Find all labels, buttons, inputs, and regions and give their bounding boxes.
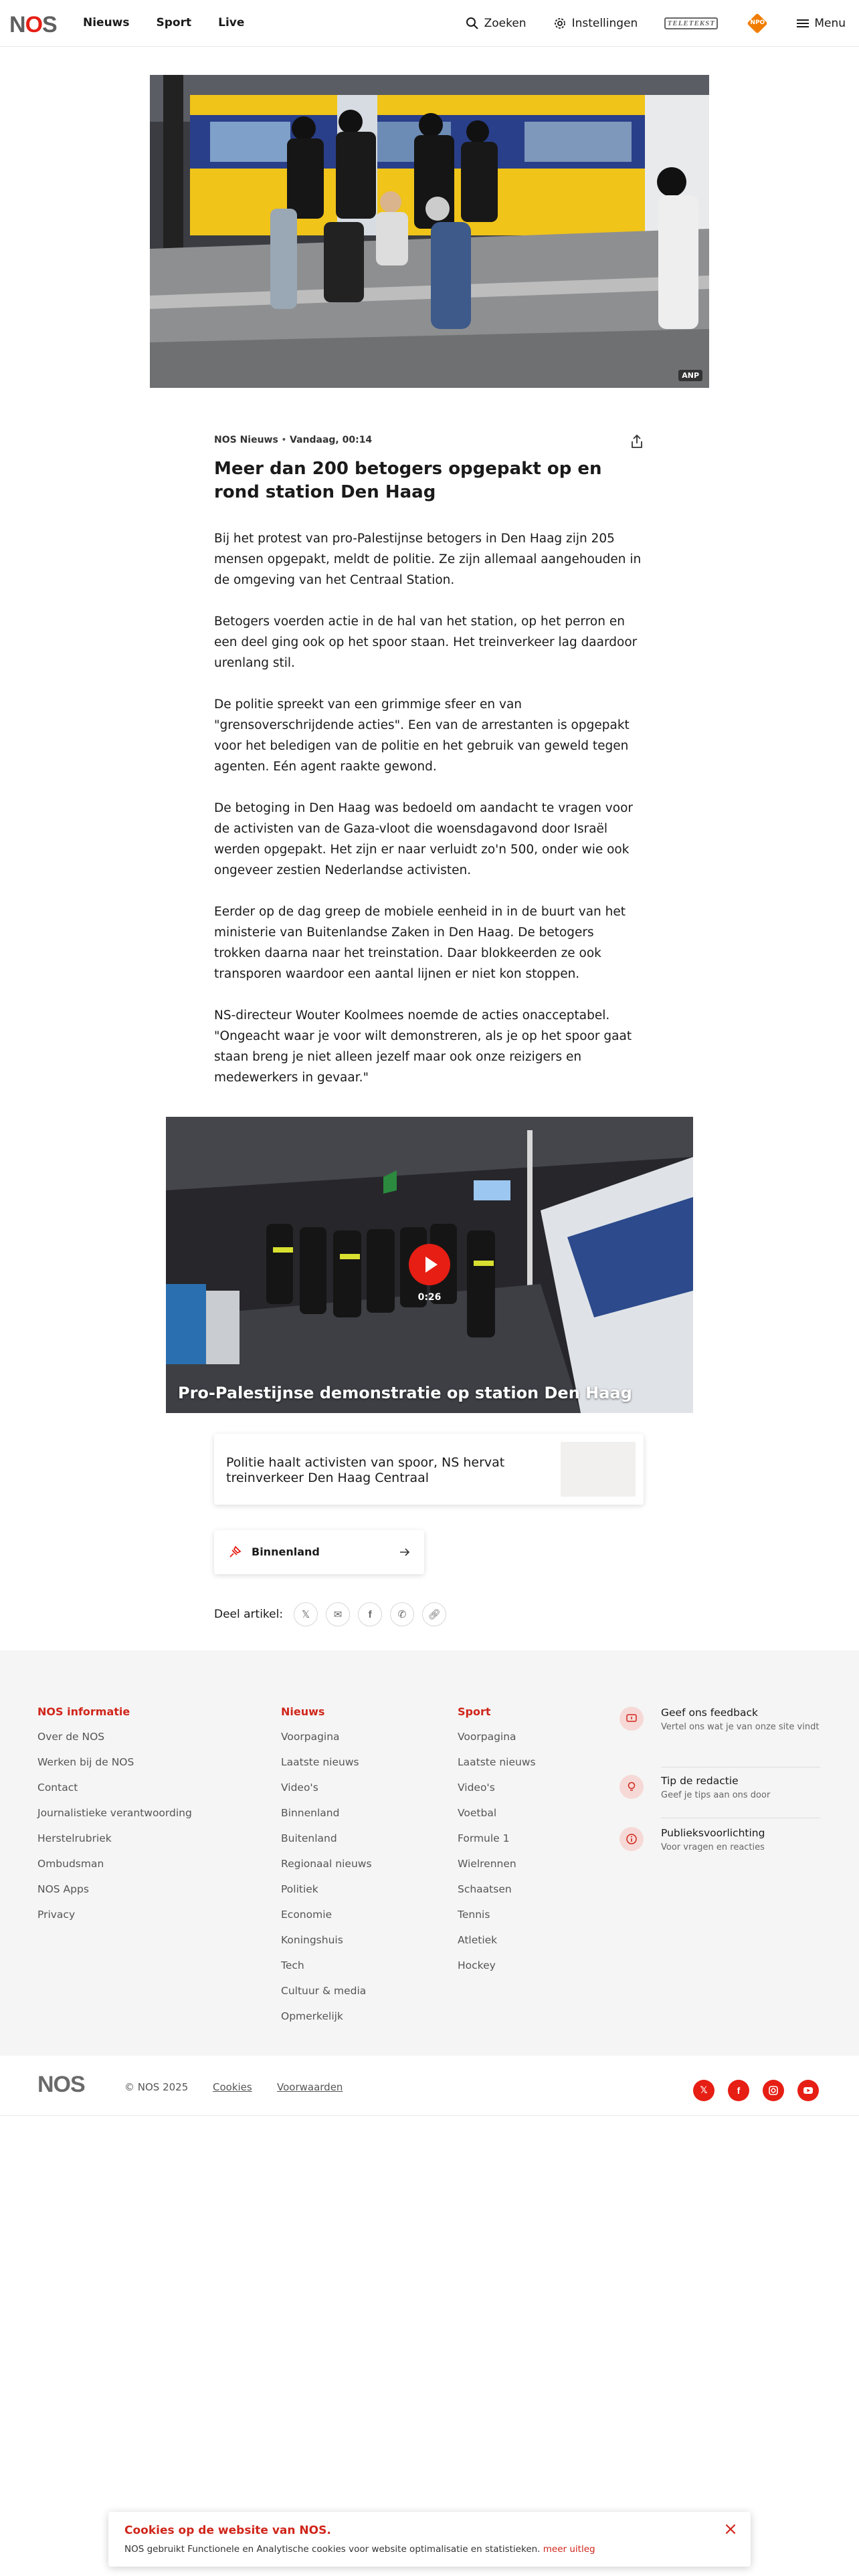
footer-link[interactable]: Herstelrubriek <box>37 1832 112 1844</box>
article-paragraph: Eerder op de dag greep de mobiele eenheid in in de buurt van het ministerie van Buitenlandse Zaken in Den Haag. De betogers trokken daarna naar het treinstation. Daar blokkeerden ze ook transporen waardoor een aantal lijnen er niet kon stoppen. <box>214 905 626 981</box>
menu-button[interactable] <box>797 17 846 30</box>
meta-dot: • <box>281 435 290 445</box>
footer-link[interactable]: Tech <box>281 1959 304 1971</box>
article-paragraph: Bij het protest van pro-Palestijnse betogers in Den Haag zijn 205 mensen opgepakt, meldt de politie. Ze zijn allemaal aangehouden in de omgeving van het Centraal Station. <box>214 532 642 587</box>
tip-card-subtitle: Geef je tips aan ons door <box>661 1790 771 1800</box>
cookie-banner <box>108 2512 751 2567</box>
nav-item-nieuws[interactable]: Nieuws <box>83 16 130 29</box>
share-button[interactable] <box>629 433 645 449</box>
video-player[interactable] <box>166 1117 693 1413</box>
publieksvoorlichting-card[interactable] <box>619 1827 820 1854</box>
share-icon <box>629 433 645 449</box>
footer-link[interactable]: Laatste nieuws <box>281 1756 359 1768</box>
article-paragraph: De politie spreekt van een grimmige sfeer en van "grensoverschrijdende acties". Een van de arrestanten is opgepakt voor het beledigen van de politie en het gebruik van geweld tegen agenten. Eén agent raakte gewond. <box>214 697 630 774</box>
footer-link[interactable]: Ombudsman <box>37 1858 104 1870</box>
footer-link[interactable]: Buitenland <box>281 1832 337 1844</box>
arrow-right-icon <box>399 1546 411 1558</box>
footer-link[interactable]: Journalistieke verantwoording <box>37 1807 192 1819</box>
hamburger-icon <box>797 18 809 29</box>
footer-link[interactable]: Atletiek <box>458 1934 498 1946</box>
footer-link[interactable]: Contact <box>37 1782 78 1794</box>
footer-link[interactable]: Video's <box>281 1782 318 1794</box>
npo-label: NPO <box>750 19 765 26</box>
related-article-card[interactable] <box>214 1434 644 1505</box>
footer-column-nieuws <box>281 1705 372 2035</box>
footer-link[interactable]: Tennis <box>458 1909 490 1921</box>
site-footer <box>0 1650 859 2056</box>
search-icon <box>466 17 479 30</box>
x-icon: 𝕏 <box>302 1608 310 1620</box>
article-paragraph: Betogers voerden actie in de hal van het station, op het perron en een deel ging ook op het spoor staan. Het treinverkeer lag daardoor urenlang stil. <box>214 615 638 670</box>
footer-column-title: Nieuws <box>281 1705 325 1718</box>
cookies-link[interactable]: Cookies <box>213 2081 252 2093</box>
category-tag-binnenland[interactable] <box>214 1530 424 1574</box>
article-paragraph: NS-directeur Wouter Koolmees noemde de acties onacceptabel. "Ongeacht waar je voor wilt demonstreren, als je op het spoor gaat staan breng je niet alleen jezelf maar ook onze reizigers en medewerkers in gevaar." <box>214 1008 632 1085</box>
mail-icon: ✉ <box>333 1608 343 1620</box>
facebook-icon: f <box>368 1608 372 1620</box>
settings-button[interactable] <box>553 17 638 30</box>
footer-link[interactable]: Werken bij de NOS <box>37 1756 134 1768</box>
settings-label: Instellingen <box>571 17 638 30</box>
site-header <box>0 0 859 47</box>
footer-link[interactable]: Koningshuis <box>281 1934 343 1946</box>
npo-logo[interactable] <box>745 15 770 32</box>
cookie-title: Cookies op de website van NOS. <box>124 2524 331 2537</box>
footer-column-sport <box>458 1705 536 1984</box>
publieksvoorlichting-card-subtitle: Voor vragen en reacties <box>661 1842 765 1852</box>
search-label: Zoeken <box>484 17 527 30</box>
footer-link[interactable]: Opmerkelijk <box>281 2010 343 2022</box>
footer-link[interactable]: Hockey <box>458 1959 496 1971</box>
teletekst-logo[interactable]: TELETEKST <box>664 17 718 29</box>
footer-link[interactable]: Formule 1 <box>458 1832 510 1844</box>
footer-link[interactable]: Economie <box>281 1909 332 1921</box>
close-icon[interactable]: × <box>723 2519 738 2539</box>
footer-link[interactable]: Over de NOS <box>37 1731 105 1743</box>
x-social-button[interactable] <box>693 2080 714 2101</box>
play-button[interactable] <box>409 1244 450 1285</box>
footer-link[interactable]: Schaatsen <box>458 1883 512 1895</box>
chat-icon <box>619 1707 644 1731</box>
share-x-button[interactable] <box>294 1602 318 1626</box>
footer-link[interactable]: Voorpagina <box>281 1731 340 1743</box>
youtube-icon <box>803 2085 814 2096</box>
related-article-thumbnail <box>561 1442 636 1497</box>
instagram-icon <box>768 2085 779 2096</box>
photo-credit: ANP <box>678 370 702 381</box>
article-paragraph: De betoging in Den Haag was bedoeld om aandacht te vragen voor de activisten van de Gaza-vloot die woensdagavond door Israël werden opgepakt. Het zijn er naar verluidt zo'n 500, onder wie ook ongeveer zestien Nederlandse activisten. <box>214 801 634 877</box>
footer-link[interactable]: Politiek <box>281 1883 318 1895</box>
video-duration: 0:26 <box>417 1292 442 1303</box>
facebook-social-button[interactable] <box>728 2080 749 2101</box>
x-icon: 𝕏 <box>700 2085 708 2096</box>
facebook-icon: f <box>737 2085 741 2096</box>
share-mail-button[interactable] <box>326 1602 350 1626</box>
nav-item-live[interactable]: Live <box>218 16 245 29</box>
footer-link[interactable]: Voetbal <box>458 1807 497 1819</box>
hero-photo-illustration <box>150 75 709 388</box>
whatsapp-icon: ✆ <box>397 1608 407 1620</box>
gear-icon <box>553 17 567 30</box>
footer-link[interactable]: Video's <box>458 1782 495 1794</box>
youtube-social-button[interactable] <box>797 2080 819 2101</box>
footer-link[interactable]: Cultuur & media <box>281 1985 367 1997</box>
article-meta <box>214 435 372 445</box>
share-facebook-button[interactable] <box>358 1602 382 1626</box>
category-tag-label: Binnenland <box>252 1545 320 1558</box>
footer-nos-logo[interactable]: NOS <box>37 2072 85 2097</box>
hero-image <box>150 75 709 388</box>
footer-link[interactable]: Wielrennen <box>458 1858 516 1870</box>
cookie-more-link[interactable]: meer uitleg <box>543 2544 595 2555</box>
footer-bottom-bar <box>0 2056 859 2116</box>
copyright: © NOS 2025 <box>124 2081 189 2093</box>
share-row <box>214 1602 454 1626</box>
footer-link[interactable]: Voorpagina <box>458 1731 516 1743</box>
link-icon: 🔗︎ <box>427 1608 441 1620</box>
pin-icon <box>227 1545 242 1560</box>
article-time: Vandaag, 00:14 <box>290 435 373 445</box>
related-article-title: Politie haalt activisten van spoor, NS hervat treinverkeer Den Haag Centraal <box>226 1455 505 1485</box>
cookie-description: NOS gebruikt Functionele en Analytische cookies voor website optimalisatie en statistieken. <box>124 2544 541 2555</box>
video-title: Pro-Palestijnse demonstratie op station Den Haag <box>178 1384 632 1402</box>
article-body <box>214 528 642 1109</box>
lightbulb-icon <box>619 1775 644 1799</box>
tip-card[interactable] <box>619 1775 820 1802</box>
terms-link[interactable]: Voorwaarden <box>277 2081 343 2093</box>
footer-column-title: Sport <box>458 1705 491 1718</box>
nav-item-sport[interactable]: Sport <box>156 16 192 29</box>
feedback-card-title: Geef ons feedback <box>661 1707 758 1719</box>
footer-column-title: NOS informatie <box>37 1705 130 1718</box>
share-whatsapp-button[interactable] <box>390 1602 414 1626</box>
share-label: Deel artikel: <box>214 1608 284 1621</box>
footer-column-nos-informatie <box>37 1705 192 1933</box>
feedback-card-subtitle: Vertel ons wat je van onze site vindt <box>661 1722 820 1732</box>
info-icon <box>619 1827 644 1851</box>
tip-card-title: Tip de redactie <box>661 1775 739 1787</box>
feedback-card[interactable] <box>619 1707 820 1740</box>
footer-link[interactable]: Binnenland <box>281 1807 340 1819</box>
article-source: NOS Nieuws <box>214 435 278 445</box>
search-button[interactable] <box>466 17 527 30</box>
footer-link[interactable]: Privacy <box>37 1909 76 1921</box>
footer-link[interactable]: NOS Apps <box>37 1883 89 1895</box>
article-title: Meer dan 200 betogers opgepakt op en rond station Den Haag <box>214 459 602 502</box>
cookie-text <box>124 2544 595 2555</box>
footer-link[interactable]: Laatste nieuws <box>458 1756 536 1768</box>
instagram-social-button[interactable] <box>763 2080 784 2101</box>
share-link-button[interactable] <box>422 1602 446 1626</box>
nos-logo[interactable]: NOS <box>9 12 57 37</box>
footer-link[interactable]: Regionaal nieuws <box>281 1858 372 1870</box>
menu-label: Menu <box>814 17 846 30</box>
publieksvoorlichting-card-title: Publieksvoorlichting <box>661 1827 765 1839</box>
main-nav <box>83 16 244 29</box>
